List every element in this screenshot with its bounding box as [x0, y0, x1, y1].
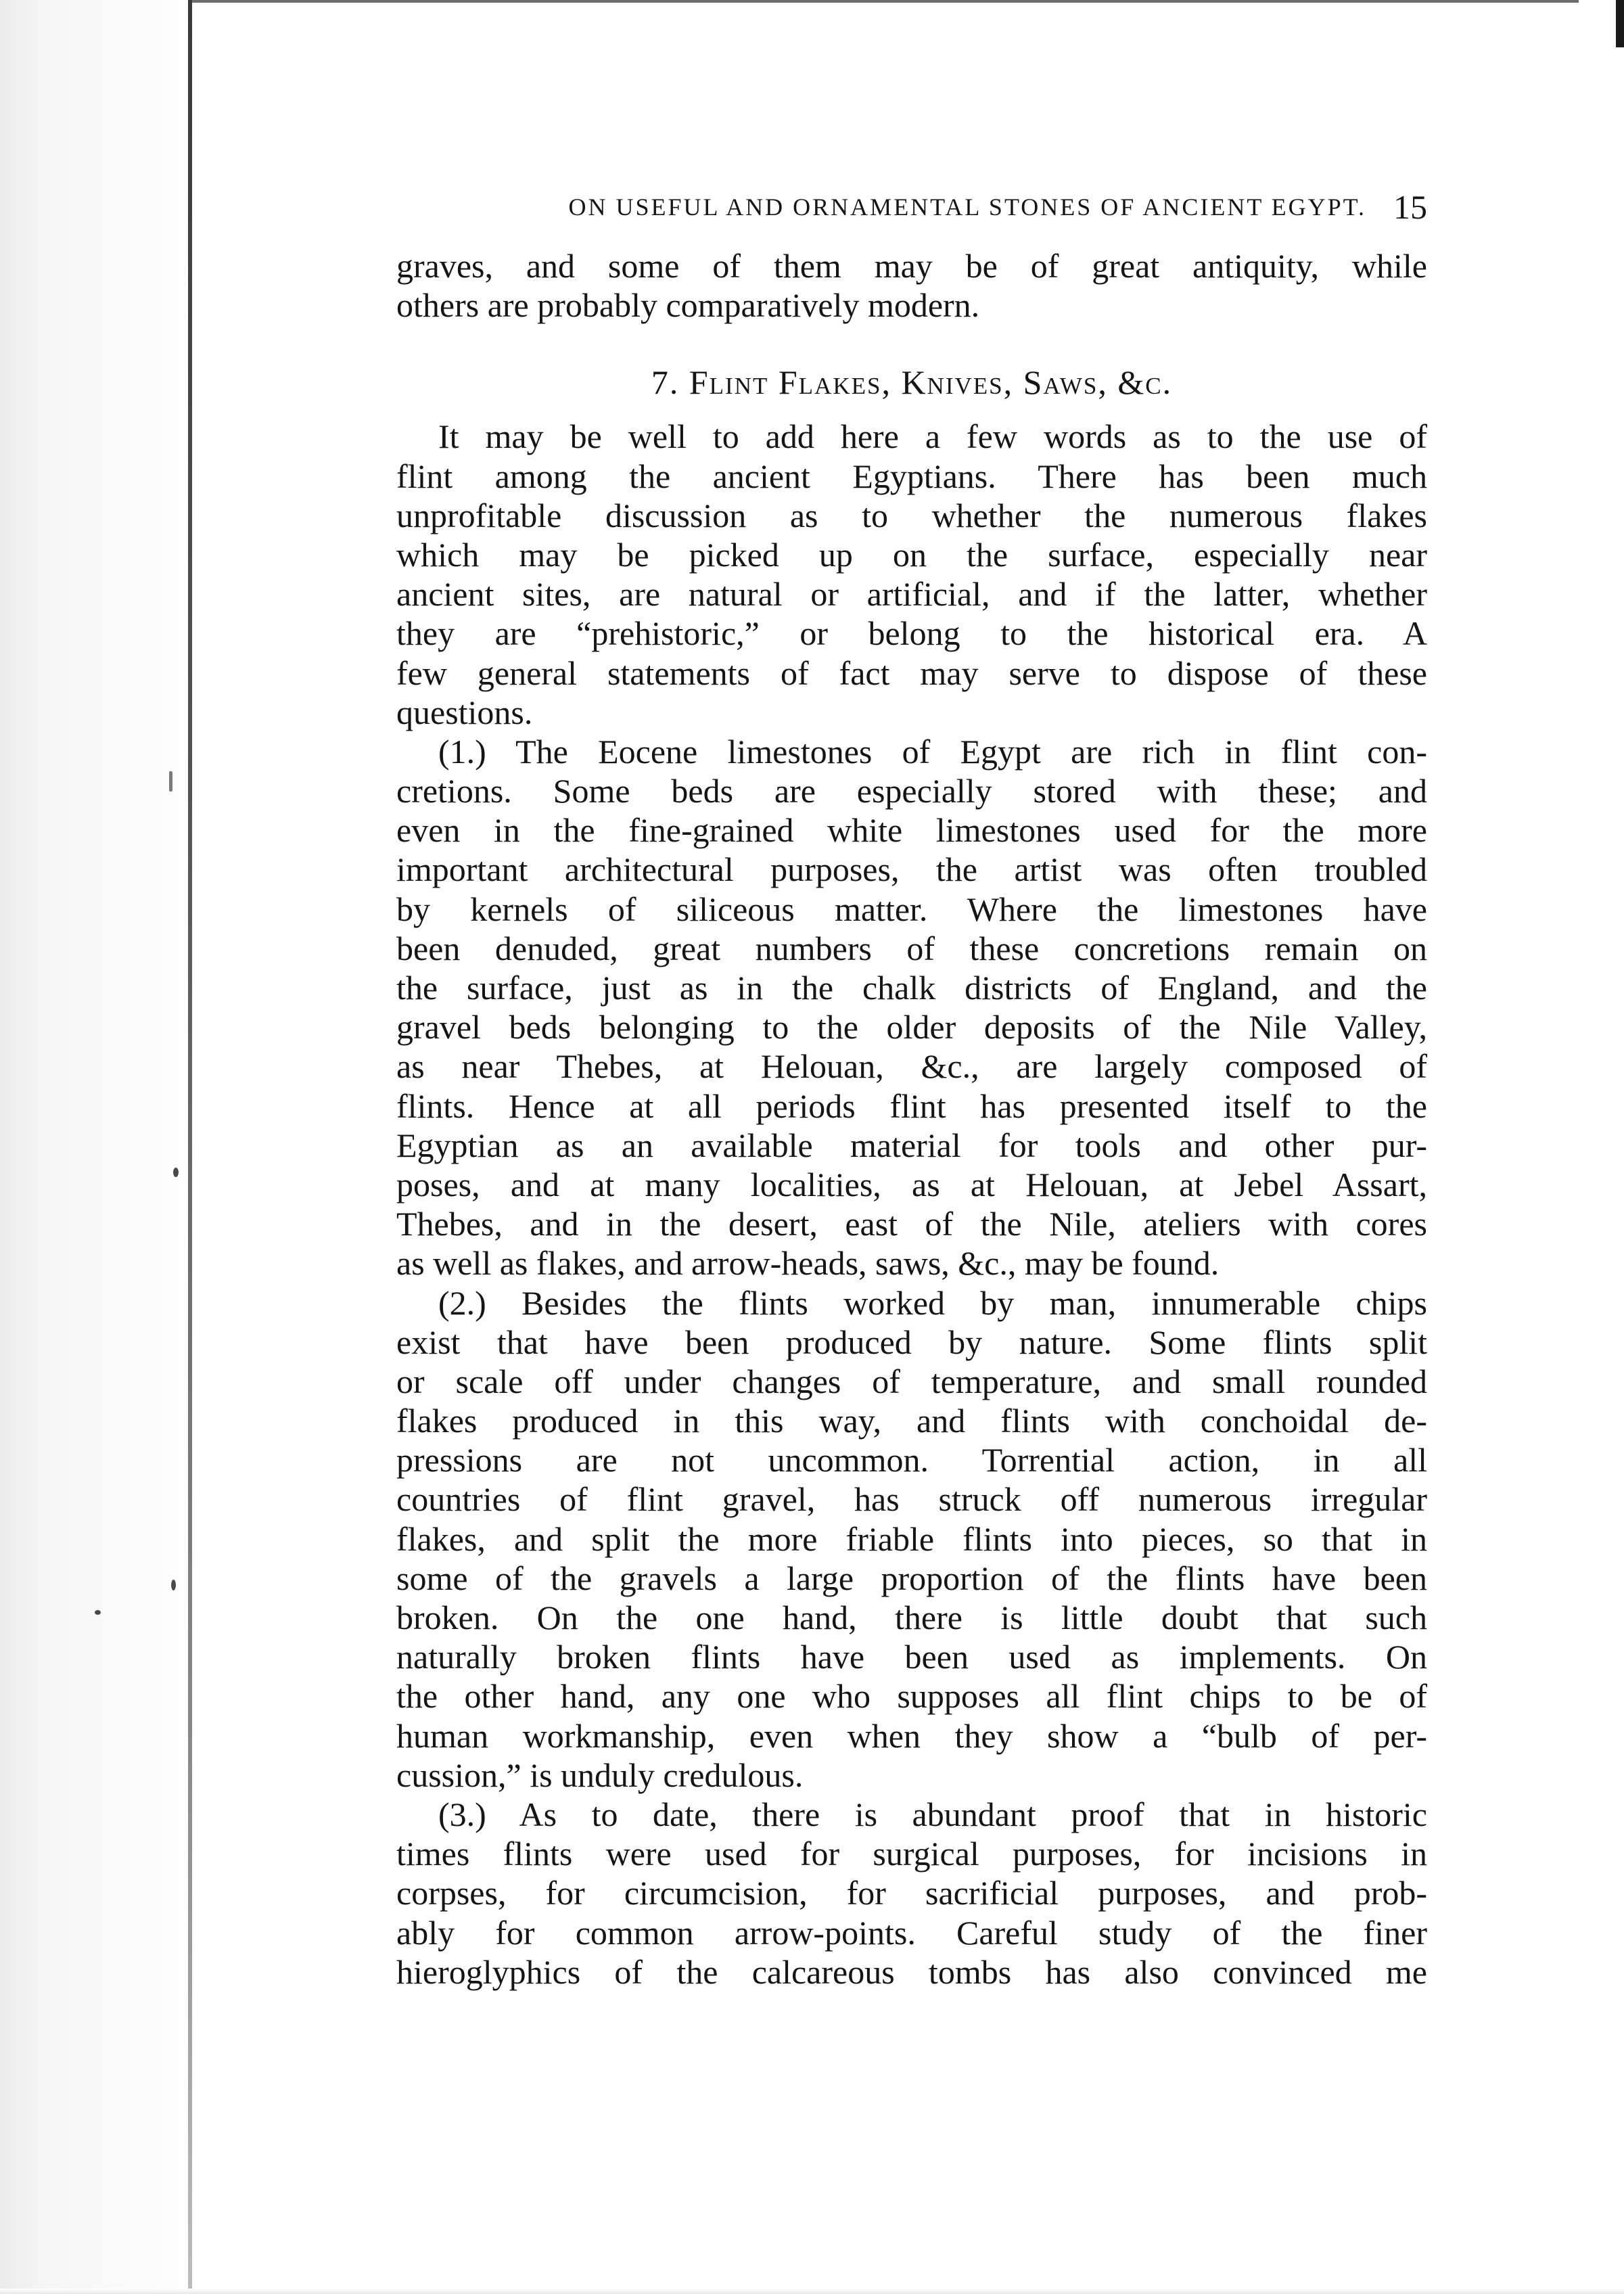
text-line: flints. Hence at all periods flint has presented itself to the [396, 1086, 1427, 1125]
text-line: graves, and some of them may be of great antiquity, while [396, 247, 1427, 285]
text-line: cretions. Some beds are especially stored with these; and [396, 772, 1427, 810]
text-line: they are “prehistoric,” or belong to the historical era. A [396, 614, 1427, 653]
text-line: flakes, and split the more friable flints into pieces, so that in [396, 1519, 1427, 1558]
text-line: flint among the ancient Egyptians. There has been much [396, 457, 1427, 495]
paragraph-point-3 [396, 1795, 1427, 1992]
text-line: hieroglyphics of the calcareous tombs has also convinced me [396, 1952, 1427, 1991]
text-line: few general statements of fact may serve to dispose of these [396, 653, 1427, 692]
text-line: corpses, for circumcision, for sacrificial purposes, and prob- [396, 1874, 1427, 1912]
text-line: as well as flakes, and arrow-heads, saws, &c., may be found. [396, 1244, 1220, 1283]
scan-speck [169, 771, 172, 792]
text-line: gravel beds belonging to the older deposits of the Nile Valley, [396, 1008, 1427, 1047]
text-line: flakes produced in this way, and flints with conchoidal de- [396, 1402, 1427, 1440]
text-line: as near Thebes, at Helouan, &c., are largely composed of [396, 1047, 1427, 1086]
page-body [396, 187, 1427, 1992]
text-line: important architectural purposes, the artist was often troubled [396, 850, 1427, 889]
text-line: some of the gravels a large proportion of the flints have been [396, 1559, 1427, 1597]
text-line: been denuded, great numbers of these concretions remain on [396, 929, 1427, 967]
text-line: Egyptian as an available material for tools and other pur- [396, 1126, 1427, 1164]
scan-speck [171, 1580, 176, 1590]
text-line: or scale off under changes of temperature, and small rounded [396, 1362, 1427, 1400]
text-line: countries of flint gravel, has struck off numerous irregular [396, 1480, 1427, 1519]
running-head [396, 187, 1427, 227]
text-line: human workmanship, even when they show a “bulb of per- [396, 1716, 1427, 1755]
scan-speck [95, 1610, 101, 1615]
lead-paragraph [396, 246, 1427, 325]
scan-margin-shading [0, 0, 203, 2294]
text-line: exist that have been produced by nature. Some flints split [396, 1323, 1427, 1361]
text-line: questions. [396, 693, 533, 731]
text-line: by kernels of siliceous matter. Where the limestones have [396, 890, 1427, 928]
page-binding-edge [188, 0, 192, 2294]
text-line: ably for common arrow-points. Careful study of the finer [396, 1913, 1427, 1952]
text-line: unprofitable discussion as to whether the numerous flakes [396, 496, 1427, 534]
text-line: pressions are not uncommon. Torrential action, in all [396, 1441, 1427, 1479]
text-line: Thebes, and in the desert, east of the Nile, ateliers with cores [396, 1205, 1427, 1243]
scan-bottom-edge [0, 2289, 1624, 2294]
text-line: (2.) Besides the flints worked by man, innumerable chips [438, 1283, 1427, 1322]
text-line: It may be well to add here a few words as to the use of [438, 417, 1427, 456]
paragraph-intro [396, 417, 1427, 732]
scan-top-edge [192, 0, 1579, 3]
scan-speck [173, 1168, 179, 1177]
text-line: broken. On the one hand, there is little doubt that such [396, 1599, 1427, 1636]
text-line: others are probably comparatively modern. [396, 286, 980, 325]
text-line: (3.) As to date, there is abundant proof that in historic [438, 1795, 1427, 1833]
text-line: ancient sites, are natural or artificial, and if the latter, whether [396, 575, 1427, 614]
running-head-title: ON USEFUL AND ORNAMENTAL STONES OF ANCIENT EGYPT. [568, 193, 1366, 221]
text-line: naturally broken flints have been used as implements. On [396, 1638, 1427, 1676]
text-line: cussion,” is unduly credulous. [396, 1756, 804, 1794]
text-line: (1.) The Eocene limestones of Egypt are rich in flint con- [438, 732, 1427, 771]
text-line: even in the fine-grained white limestones used for the more [396, 811, 1427, 850]
text-line: the surface, just as in the chalk districts of England, and the [396, 969, 1427, 1007]
paragraph-point-1 [396, 732, 1427, 1283]
text-line: the other hand, any one who supposes all flint chips to be of [396, 1677, 1427, 1716]
section-heading: 7. Flint Flakes, Knives, Saws, &c. [651, 363, 1173, 402]
paragraph-point-2 [396, 1283, 1427, 1795]
scan-right-edge [1616, 0, 1624, 47]
text-line: poses, and at many localities, as at Helouan, at Jebel Assart, [396, 1165, 1427, 1203]
text-line: which may be picked up on the surface, especially near [396, 535, 1427, 574]
page-number: 15 [1393, 188, 1427, 226]
text-line: times flints were used for surgical purposes, for incisions in [396, 1835, 1427, 1873]
